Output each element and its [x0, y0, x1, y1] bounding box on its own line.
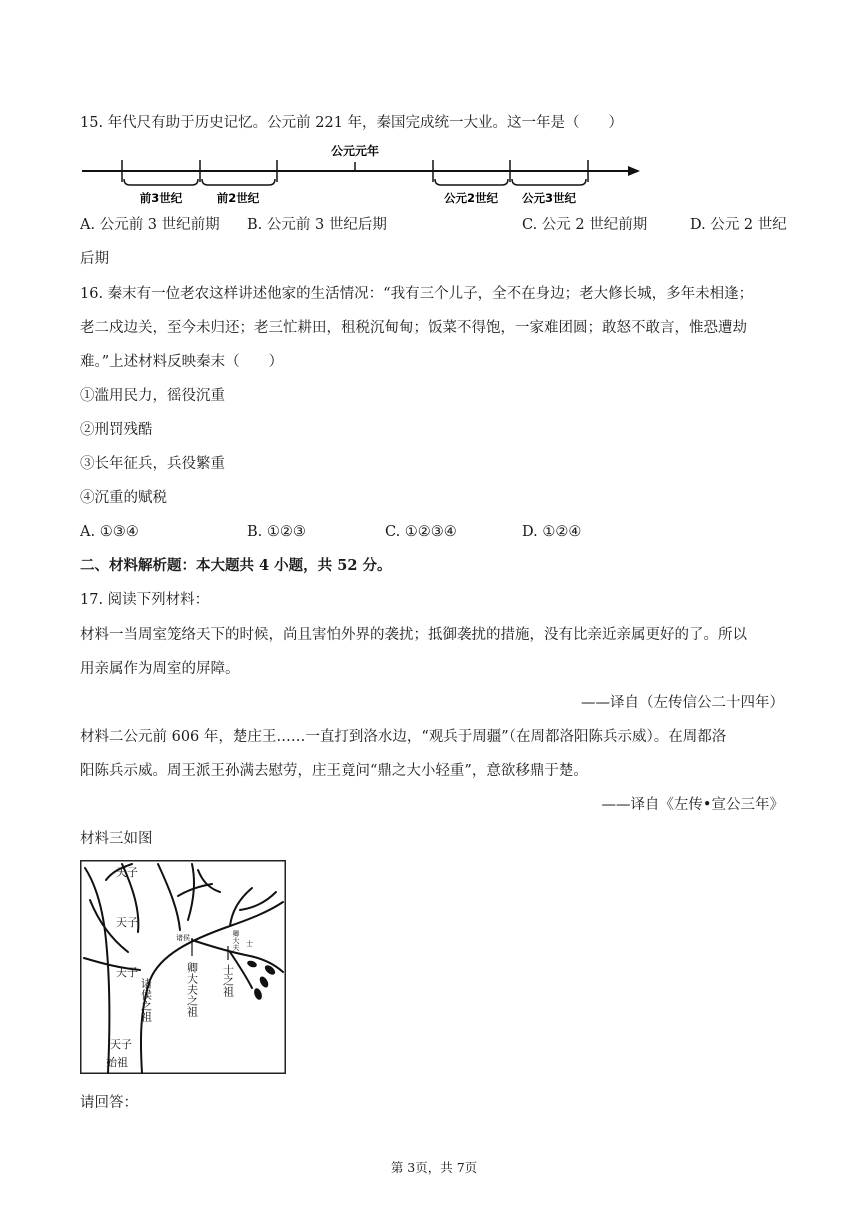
q16-option-d: D. ①②④: [522, 524, 582, 540]
tree-label-qingdafu: 卿大夫: [232, 930, 240, 951]
q15-option-c: C. 公元 2 世纪前期: [522, 217, 648, 233]
tree-label-shi-zhizu: 士之祖: [221, 964, 235, 997]
q17-material-2-line-1: 材料二公元前 606 年，楚庄王……一直打到洛水边，“观兵于周疆”（在周都洛阳陈兵示威）。在周都洛: [80, 729, 727, 745]
timeline-label-3: 公元2世纪: [443, 191, 499, 205]
tree-label-tianzi-2: 天子: [116, 916, 138, 929]
timeline-diagram: [80, 140, 640, 210]
q15-option-d: D. 公元 2 世纪: [690, 217, 787, 233]
tree-label-shi: 士: [246, 940, 253, 948]
tree-label-shizu: 始祖: [106, 1056, 128, 1069]
q16-line-2: 老二戍边关，至今未归还；老三忙耕田，租税沉甸甸；饭菜不得饱，一家难团圆；敢怒不敢言，惟恐遭劫: [80, 320, 747, 336]
q15-stem: 15. 年代尺有助于历史记忆。公元前 221 年，秦国完成统一大业。这一年是（ ）: [80, 115, 624, 131]
q15-option-a: A. 公元前 3 世纪前期: [80, 217, 220, 233]
lineage-tree-figure: [80, 860, 286, 1074]
q17-material-1-line-1: 材料一当周室笼络天下的时候，尚且害怕外界的袭扰；抵御袭扰的措施，没有比亲近亲属更好的了。所以: [80, 627, 747, 643]
q17-material-2-line-2: 阳陈兵示威。周王派王孙满去慰劳，庄王竟问“鼎之大小轻重”，意欲移鼎于楚。: [80, 763, 588, 779]
q16-option-b: B. ①②③: [247, 524, 306, 540]
timeline-top-label: 公元元年: [330, 144, 380, 158]
tree-label-zhuhou-zhizu: 诸侯之祖: [139, 978, 153, 1022]
tree-label-qingdafu-zhizu: 卿大夫之祖: [185, 962, 199, 1017]
q17-stem: 17. 阅读下列材料：: [80, 592, 210, 608]
timeline-label-2: 前2世纪: [216, 191, 260, 205]
q16-option-c: C. ①②③④: [385, 524, 457, 540]
q17-prompt: 请回答：: [80, 1095, 138, 1111]
q16-item-4: ④沉重的赋税: [80, 490, 167, 506]
q17-material-1-source: ——译自（左传信公二十四年）: [581, 695, 784, 711]
q17-material-2-source: ——译自《左传•宣公三年》: [601, 797, 784, 813]
q16-item-2: ②刑罚残酷: [80, 422, 153, 438]
q17-material-1-line-2: 用亲属作为周室的屏障。: [80, 661, 240, 677]
q16-item-1: ①滥用民力，徭役沉重: [80, 388, 225, 404]
tree-label-zhuhou: 诸侯: [176, 934, 190, 942]
tree-label-tianzi-3: 天子: [116, 966, 138, 979]
timeline-label-1: 前3世纪: [139, 191, 183, 205]
q15-option-d-cont: 后期: [80, 251, 109, 267]
q16-line-1: 16. 秦末有一位老农这样讲述他家的生活情况：“我有三个儿子，全不在身边；老大修长城，多年未相逢；: [80, 286, 754, 302]
tree-label-tianzi-4: 天子: [110, 1038, 132, 1051]
q16-item-3: ③长年征兵，兵役繁重: [80, 456, 225, 472]
page-footer: 第 3页，共 7页: [390, 1160, 478, 1175]
section-2-heading: 二、材料解析题：本大题共 4 小题，共 52 分。: [80, 557, 392, 574]
tree-label-tianzi-1: 天子: [116, 866, 138, 879]
q17-material-3-label: 材料三如图: [80, 831, 153, 847]
q16-line-3: 难。”上述材料反映秦末（ ）: [80, 354, 284, 370]
q15-option-b: B. 公元前 3 世纪后期: [247, 217, 387, 233]
q16-option-a: A. ①③④: [80, 524, 139, 540]
timeline-label-4: 公元3世纪: [521, 191, 577, 205]
